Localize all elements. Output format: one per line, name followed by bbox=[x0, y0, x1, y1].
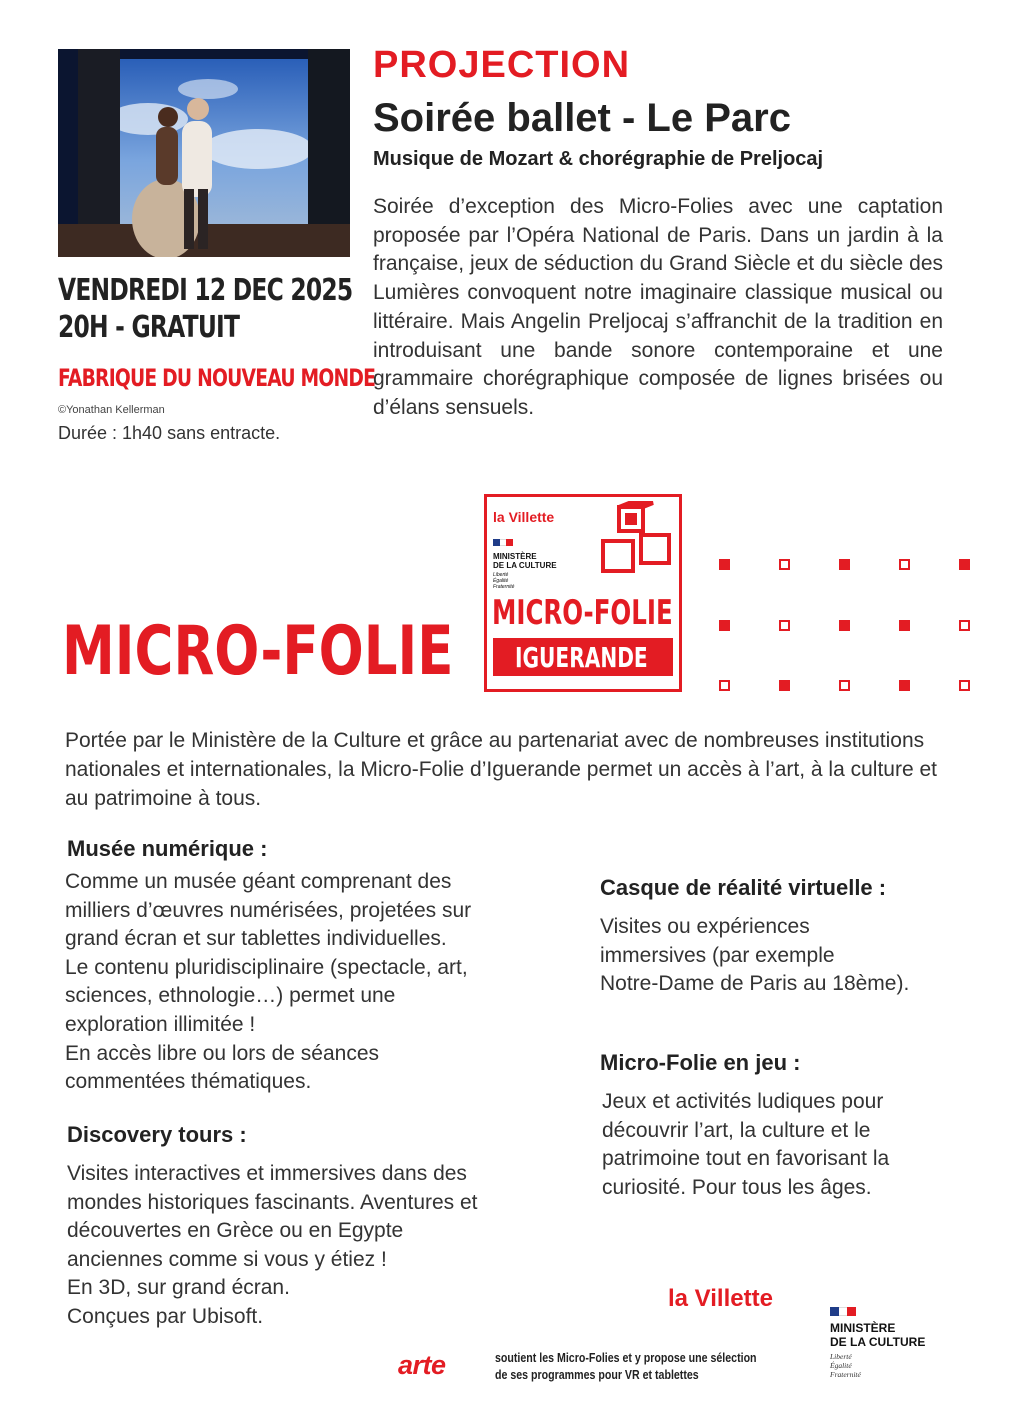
section-title: Micro-Folie en jeu : bbox=[600, 1050, 801, 1075]
ministry-culture-logo bbox=[830, 1307, 925, 1379]
section-micro-folie-en-jeu bbox=[600, 1050, 980, 1202]
micro-folie-logo bbox=[484, 494, 682, 692]
deco-square bbox=[719, 559, 730, 570]
deco-square bbox=[899, 680, 910, 691]
section-body: Comme un musée géant comprenant des milliers d’œuvres numérisées, projetées sur grand écran et sur tablettes individuelles. Le contenu pluridisciplinaire (spectacle, art, sciences, ethnologie…) permet une exploration illimitée ! En accès libre ou lors de séances commentées thématiques. bbox=[65, 870, 472, 1094]
event-title: Soirée ballet - Le Parc bbox=[373, 96, 791, 140]
section-title: Discovery tours : bbox=[67, 1122, 247, 1147]
section-body: Visites interactives et immersives dans des mondes historiques fascinants. Aventures et découvertes en Grèce ou en Egypte anciennes comme si vous y étiez ! En 3D, sur grand écran. Conçues par Ubisoft. bbox=[67, 1162, 478, 1328]
deco-square bbox=[779, 680, 790, 691]
arte-support-line-2: de ses programmes pour VR et tablettes bbox=[495, 1368, 699, 1382]
motto-fraternite: Fraternité bbox=[493, 584, 515, 590]
event-duration: Durée : 1h40 sans entracte. bbox=[58, 423, 281, 443]
micro-folie-heading: MICRO-FOLIE bbox=[62, 612, 454, 691]
motto-egalite: Égalité bbox=[493, 578, 509, 584]
micro-folie-intro: Portée par le Ministère de la Culture et grâce au partenariat avec de nombreuses institutions nationales et internationales, la Micro-Folie d’Iguerande permet un accès à l’art, à la culture et au patrimoine à tous. bbox=[65, 729, 937, 810]
event-venue: FABRIQUE DU NOUVEAU MONDE bbox=[58, 364, 376, 392]
deco-square bbox=[779, 620, 790, 631]
la-villette-logo-small: la Villette bbox=[493, 509, 555, 525]
event-date bbox=[58, 272, 352, 346]
ballet-photo bbox=[58, 49, 350, 257]
event-subtitle: Musique de Mozart & chorégraphie de Preljocaj bbox=[373, 148, 824, 170]
deco-square bbox=[779, 559, 790, 570]
deco-square bbox=[839, 559, 850, 570]
deco-square bbox=[839, 680, 850, 691]
section-title: Musée numérique : bbox=[67, 836, 268, 861]
ministry-line-2: DE LA CULTURE bbox=[830, 1335, 926, 1349]
event-time-price: 20H - GRATUIT bbox=[58, 310, 240, 345]
arte-support-text bbox=[495, 1350, 757, 1384]
ministry-line-2: DE LA CULTURE bbox=[493, 561, 557, 570]
french-flag-icon bbox=[830, 1307, 856, 1316]
ministry-line-1: MINISTÈRE bbox=[830, 1321, 896, 1335]
section-body: Visites ou expériences immersives (par exemple Notre-Dame de Paris au 18ème). bbox=[600, 915, 910, 996]
decorative-squares bbox=[715, 559, 975, 699]
event-description: Soirée d’exception des Micro-Folies avec une captation proposée par l’Opéra National de Paris. Dans un jardin à la française, jeux de séduction du Grand Siècle et du siècle des Lumières convoquent notre imaginaire classique musical ou littéraire. Mais Angelin Preljocaj s’affranchit de la tradition en introduisant une bande sonore contemporaine et une grammaire chorégraphique composée de lignes brisées ou d’élans sensuels. bbox=[373, 195, 943, 419]
logo-place-band bbox=[493, 638, 673, 676]
ministry-name bbox=[830, 1321, 925, 1349]
projection-kicker: PROJECTION bbox=[373, 44, 631, 86]
motto-fraternite: Fraternité bbox=[830, 1370, 861, 1379]
french-flag-icon bbox=[493, 539, 513, 546]
deco-square bbox=[959, 620, 970, 631]
motto bbox=[830, 1352, 925, 1379]
deco-square bbox=[899, 620, 910, 631]
event-date-line: VENDREDI 12 DEC 2025 bbox=[58, 273, 353, 308]
logo-micro-folie: MICRO-FOLIE bbox=[492, 593, 673, 633]
ballet-photo-image bbox=[58, 49, 350, 257]
cubes-icon bbox=[601, 501, 679, 579]
section-title: Casque de réalité virtuelle : bbox=[600, 875, 887, 900]
photo-credit: ©Yonathan Kellerman bbox=[58, 404, 165, 416]
deco-square bbox=[959, 559, 970, 570]
section-body: Jeux et activités ludiques pour découvrir l’art, la culture et le patrimoine tout en favorisant la curiosité. Pour tous les âges. bbox=[602, 1090, 890, 1199]
motto-liberte: Liberté bbox=[493, 572, 509, 578]
deco-square bbox=[899, 559, 910, 570]
deco-square bbox=[959, 680, 970, 691]
logo-place: IGUERANDE bbox=[515, 641, 648, 674]
motto-egalite: Égalité bbox=[830, 1361, 852, 1370]
section-discovery-tours bbox=[67, 1122, 587, 1332]
arte-logo: arte bbox=[398, 1350, 446, 1380]
la-villette-logo: la Villette bbox=[668, 1285, 773, 1312]
section-musee-numerique bbox=[67, 836, 567, 1097]
ministry-logo-small bbox=[493, 552, 557, 590]
deco-square bbox=[719, 620, 730, 631]
deco-square bbox=[839, 620, 850, 631]
section-casque-vr bbox=[600, 875, 980, 999]
arte-support-line-1: soutient les Micro-Folies et y propose une sélection bbox=[495, 1351, 757, 1365]
ministry-line-1: MINISTÈRE bbox=[493, 552, 537, 561]
deco-square bbox=[719, 680, 730, 691]
motto-liberte: Liberté bbox=[830, 1352, 852, 1361]
motto bbox=[493, 572, 557, 590]
